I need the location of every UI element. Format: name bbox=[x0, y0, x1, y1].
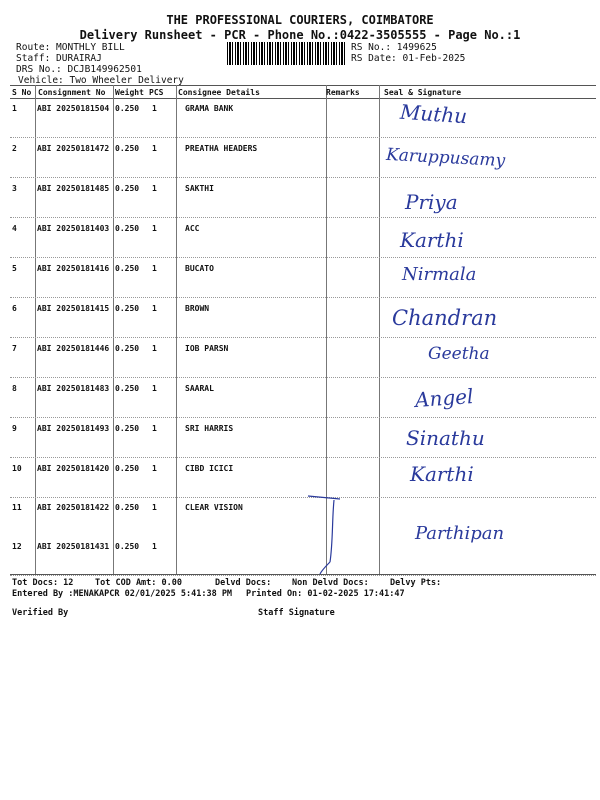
row-consignment: ABI 20250181422 bbox=[37, 503, 110, 512]
row-signature: Priya bbox=[405, 190, 458, 214]
row-signature: Geetha bbox=[428, 344, 490, 364]
row-pcs: 1 bbox=[152, 104, 157, 113]
entered-by: Entered By :MENAKAPCR 02/01/2025 5:41:38 PM bbox=[12, 589, 233, 599]
col-header-consignee: Consignee Details bbox=[178, 88, 260, 97]
row-weight: 0.250 bbox=[115, 464, 140, 473]
row-consignee: GRAMA BANK bbox=[185, 104, 234, 113]
barcode-image bbox=[227, 42, 345, 65]
row-consignee: CLEAR VISION bbox=[185, 503, 243, 512]
row-sno: 7 bbox=[12, 344, 17, 353]
table-row bbox=[10, 418, 596, 458]
pen-stroke-mark bbox=[300, 490, 350, 580]
row-consignment: ABI 20250181403 bbox=[37, 224, 110, 233]
row-consignee: BUCATO bbox=[185, 264, 214, 273]
row-weight: 0.250 bbox=[115, 264, 140, 273]
row-weight: 0.250 bbox=[115, 144, 140, 153]
row-weight: 0.250 bbox=[115, 104, 140, 113]
row-consignment: ABI 20250181416 bbox=[37, 264, 110, 273]
row-weight: 0.250 bbox=[115, 542, 140, 551]
row-pcs: 1 bbox=[152, 224, 157, 233]
row-consignment: ABI 20250181446 bbox=[37, 344, 110, 353]
row-signature: Muthu bbox=[399, 99, 468, 129]
row-consignee: CIBD ICICI bbox=[185, 464, 234, 473]
row-pcs: 1 bbox=[152, 424, 157, 433]
row-weight: 0.250 bbox=[115, 304, 140, 313]
non-delivered-docs: Non Delvd Docs: bbox=[292, 578, 369, 588]
row-consignment: ABI 20250181415 bbox=[37, 304, 110, 313]
row-signature: Karthi bbox=[410, 462, 474, 486]
row-signature: Sinathu bbox=[406, 426, 485, 450]
row-weight: 0.250 bbox=[115, 424, 140, 433]
row-sno: 1 bbox=[12, 104, 17, 113]
row-pcs: 1 bbox=[152, 503, 157, 512]
rs-date: RS Date: 01-Feb-2025 bbox=[351, 53, 466, 64]
table-row bbox=[10, 178, 596, 218]
row-signature: Karuppusamy bbox=[385, 144, 506, 172]
row-consignee: SAKTHI bbox=[185, 184, 214, 193]
col-header-consignment: Consignment No bbox=[38, 88, 106, 97]
table-row bbox=[10, 98, 596, 138]
row-weight: 0.250 bbox=[115, 503, 140, 512]
row-consignment: ABI 20250181485 bbox=[37, 184, 110, 193]
col-header-seal: Seal & Signature bbox=[384, 88, 462, 97]
company-title: THE PROFESSIONAL COURIERS, COIMBATORE bbox=[166, 13, 434, 27]
row-weight: 0.250 bbox=[115, 384, 140, 393]
row-pcs: 1 bbox=[152, 344, 157, 353]
total-cod-amount: Tot COD Amt: 0.00 bbox=[95, 578, 182, 588]
col-header-remarks: Remarks bbox=[326, 88, 360, 97]
footer-rule bbox=[10, 574, 596, 575]
row-consignee: SAARAL bbox=[185, 384, 214, 393]
row-consignment: ABI 20250181493 bbox=[37, 424, 110, 433]
staff-signature-label: Staff Signature bbox=[258, 608, 335, 618]
row-consignment: ABI 20250181504 bbox=[37, 104, 110, 113]
row-sno: 9 bbox=[12, 424, 17, 433]
row-consignment: ABI 20250181420 bbox=[37, 464, 110, 473]
table-row bbox=[10, 378, 596, 418]
row-sno: 10 bbox=[12, 464, 22, 473]
delivery-points: Delvy Pts: bbox=[390, 578, 442, 588]
runsheet-subtitle: Delivery Runsheet - PCR - Phone No.:0422-3505555 - Page No.:1 bbox=[79, 28, 521, 42]
table-row bbox=[10, 258, 596, 298]
row-weight: 0.250 bbox=[115, 344, 140, 353]
table-row bbox=[10, 138, 596, 178]
row-pcs: 1 bbox=[152, 184, 157, 193]
row-sno: 3 bbox=[12, 184, 17, 193]
row-pcs: 1 bbox=[152, 304, 157, 313]
row-consignment: ABI 20250181472 bbox=[37, 144, 110, 153]
row-sno: 11 bbox=[12, 503, 22, 512]
col-header-sno: S No bbox=[12, 88, 32, 97]
col-header-pcs: PCS bbox=[149, 88, 164, 97]
col-header-weight: Weight bbox=[115, 88, 144, 97]
row-consignee: IOB PARSN bbox=[185, 344, 229, 353]
row-sno: 2 bbox=[12, 144, 17, 153]
row-consignee: PREATHA HEADERS bbox=[185, 144, 258, 153]
table-top-rule bbox=[10, 85, 596, 86]
delivered-docs: Delvd Docs: bbox=[215, 578, 272, 588]
staff-label: Staff: DURAIRAJ bbox=[16, 53, 102, 64]
row-pcs: 1 bbox=[152, 384, 157, 393]
row-consignment: ABI 20250181483 bbox=[37, 384, 110, 393]
printed-on: Printed On: 01-02-2025 17:41:47 bbox=[246, 589, 405, 599]
row-pcs: 1 bbox=[152, 264, 157, 273]
row-signature: Karthi bbox=[400, 228, 464, 252]
drs-number: DRS No.: DCJB149962501 bbox=[16, 64, 142, 75]
row-sno: 6 bbox=[12, 304, 17, 313]
row-signature: Nirmala bbox=[402, 264, 477, 285]
row-sno: 5 bbox=[12, 264, 17, 273]
row-sno: 8 bbox=[12, 384, 17, 393]
row-pcs: 1 bbox=[152, 144, 157, 153]
row-consignee: BROWN bbox=[185, 304, 210, 313]
row-weight: 0.250 bbox=[115, 184, 140, 193]
table-row bbox=[10, 298, 596, 338]
row-signature: Chandran bbox=[392, 306, 498, 330]
total-docs: Tot Docs: 12 bbox=[12, 578, 74, 588]
row-signature: Parthipan bbox=[415, 523, 505, 544]
verified-by-label: Verified By bbox=[12, 608, 69, 618]
row-consignment: ABI 20250181431 bbox=[37, 542, 110, 551]
row-sno: 12 bbox=[12, 542, 22, 551]
row-signature: Angel bbox=[414, 383, 475, 413]
row-consignee: SRI HARRIS bbox=[185, 424, 234, 433]
row-weight: 0.250 bbox=[115, 224, 140, 233]
vehicle-label: Vehicle: Two Wheeler Delivery bbox=[18, 75, 184, 86]
row-sno: 4 bbox=[12, 224, 17, 233]
row-pcs: 1 bbox=[152, 542, 157, 551]
row-consignee: ACC bbox=[185, 224, 200, 233]
row-pcs: 1 bbox=[152, 464, 157, 473]
table-row bbox=[10, 338, 596, 378]
route-label: Route: MONTHLY BILL bbox=[16, 42, 125, 53]
rs-number: RS No.: 1499625 bbox=[351, 42, 437, 53]
table-row bbox=[10, 218, 596, 258]
